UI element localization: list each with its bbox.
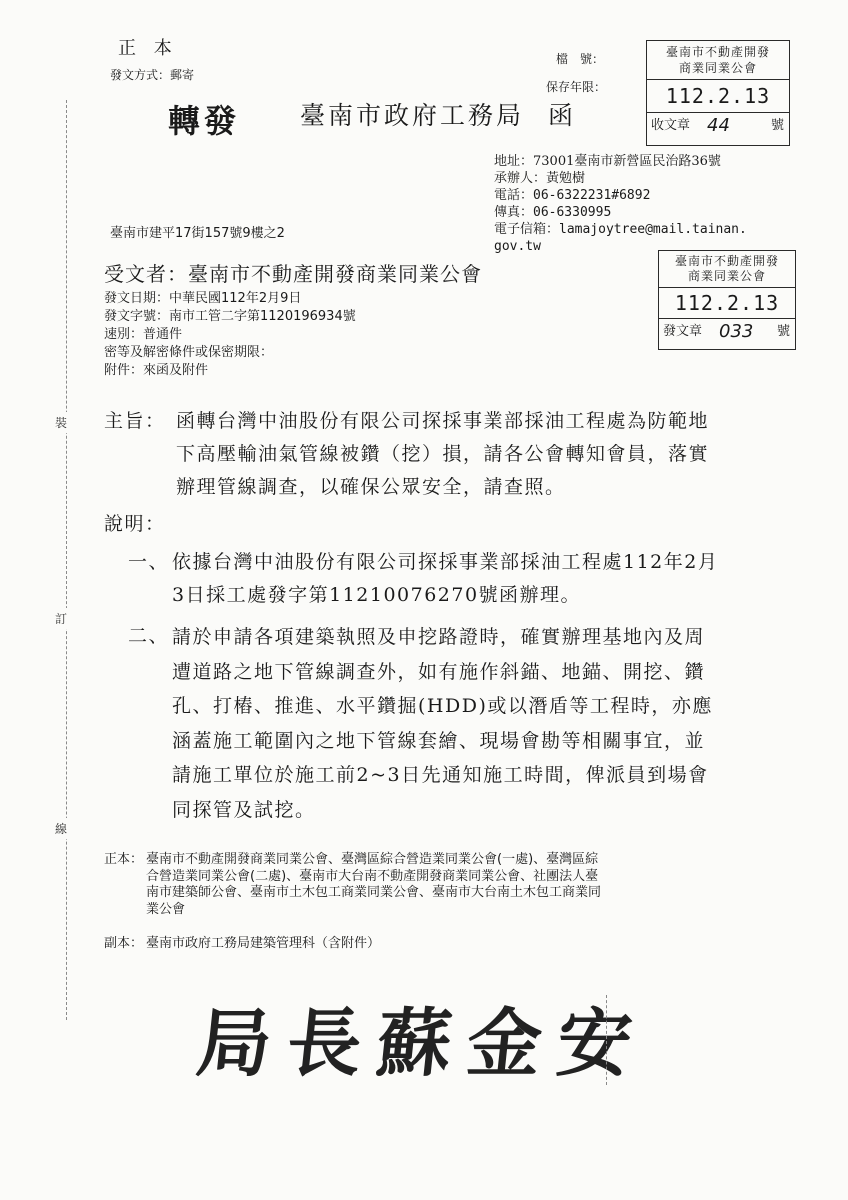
agency-title: 臺南市政府工務局 bbox=[300, 101, 525, 130]
explanation-marker-1: 一、 bbox=[128, 551, 170, 573]
copy-type: 正 本 bbox=[118, 38, 178, 59]
copy-recipients-label: 副本： bbox=[104, 936, 144, 951]
issue-date: 發文日期：中華民國112年2月9日 bbox=[104, 291, 302, 306]
explanation-line: 涵蓋施工範圍內之地下管線套繪、現場會勘等相關事宜，並 bbox=[172, 729, 706, 752]
explanation-line: 同探管及試挖。 bbox=[172, 798, 316, 821]
scan-mark bbox=[606, 995, 607, 1085]
file-no-label: 檔 號： bbox=[556, 52, 605, 66]
original-recipients bbox=[146, 852, 796, 918]
contact-fax: 傳真：06-6330995 bbox=[494, 205, 612, 220]
explanation-line: 請施工單位於施工前2~3日先通知施工時間，俾派員到場會 bbox=[172, 764, 709, 786]
sent-stamp-number: 033 bbox=[719, 321, 754, 342]
sent-stamp-org: 臺南市不動產開發商業同業公會 bbox=[659, 251, 795, 288]
binding-mark-zhuang: 裝 bbox=[55, 412, 67, 433]
subject-label: 主旨： bbox=[104, 410, 166, 432]
contact-handler: 承辦人：黃勉樹 bbox=[494, 171, 586, 186]
local-address: 臺南市建平17街157號9樓之2 bbox=[110, 226, 285, 241]
explanation-line: 孔、打樁、推進、水平鑽掘(HDD)或以潛盾等工程時，亦應 bbox=[172, 695, 713, 717]
contact-email: 電子信箱：lamajoytree@mail.tainan. bbox=[494, 222, 747, 237]
received-stamp-org: 臺南市不動產開發商業同業公會 bbox=[647, 41, 789, 80]
explanation-item-2 bbox=[172, 620, 772, 827]
retention-label: 保存年限： bbox=[546, 80, 607, 94]
sent-stamp-number-row bbox=[659, 319, 795, 345]
sent-stamp bbox=[658, 250, 796, 350]
subject-line: 下高壓輸油氣管線被鑽（挖）損，請各公會轉知會員，落實 bbox=[176, 443, 710, 465]
received-stamp-date: 112.2.13 bbox=[647, 80, 789, 113]
received-stamp bbox=[646, 40, 790, 146]
received-stamp-number-row bbox=[647, 113, 789, 139]
recipient: 受文者：臺南市不動產開發商業同業公會 bbox=[104, 262, 482, 286]
contact-block bbox=[494, 153, 794, 255]
attachment: 附件：來函及附件 bbox=[104, 363, 209, 378]
original-recipients-line: 合營造業同業公會(二處)、臺南市大台南不動產開發商業同業公會、社團法人臺 bbox=[146, 868, 599, 884]
subject-text bbox=[176, 405, 776, 504]
received-stamp-suffix: 號 bbox=[770, 118, 784, 133]
explanation-marker-2: 二、 bbox=[128, 625, 170, 647]
original-recipients-label: 正本： bbox=[104, 852, 144, 867]
subject-line: 函轉台灣中油股份有限公司探採事業部採油工程處為防範地 bbox=[176, 410, 710, 432]
binding-mark-xian: 線 bbox=[55, 818, 67, 839]
sent-stamp-date: 112.2.13 bbox=[659, 288, 795, 319]
received-stamp-label: 收文章 bbox=[651, 118, 691, 133]
received-stamp-number: 44 bbox=[707, 115, 730, 136]
security-level: 密等及解密條件或保密期限： bbox=[104, 345, 274, 360]
original-recipients-line: 臺南市不動產開發商業同業公會、臺灣區綜合營造業同業公會(一處)、臺灣區綜 bbox=[146, 852, 599, 867]
contact-phone: 電話：06-6322231#6892 bbox=[494, 188, 651, 203]
sent-stamp-suffix: 號 bbox=[776, 324, 790, 339]
explanation-item-1 bbox=[172, 546, 772, 612]
director-signature: 局長蘇金安 bbox=[192, 1001, 652, 1087]
explanation-line: 請於申請各項建築執照及申挖路證時，確實辦理基地內及周 bbox=[172, 626, 706, 648]
forward-mark: 轉發 bbox=[168, 102, 241, 140]
contact-email-cont: gov.tw bbox=[494, 239, 541, 254]
speed: 速別：普通件 bbox=[104, 327, 183, 342]
original-recipients-line: 南市建築師公會、臺南市土木包工商業同業公會、臺南市大台南土木包工商業同 bbox=[146, 885, 602, 900]
binding-mark-ding: 訂 bbox=[55, 608, 67, 629]
contact-address: 地址：73001臺南市新營區民治路36號 bbox=[494, 154, 721, 169]
explanation-label: 說明： bbox=[104, 513, 166, 535]
explanation-line: 3日採工處發字第11210076270號函辦理。 bbox=[172, 584, 582, 606]
meta-block bbox=[104, 290, 356, 380]
original-recipients-line: 業公會 bbox=[146, 901, 186, 917]
explanation-line: 依據台灣中油股份有限公司探採事業部採油工程處112年2月 bbox=[172, 551, 719, 573]
subject-line: 辦理管線調查，以確保公眾安全，請查照。 bbox=[176, 476, 566, 498]
copy-recipients: 臺南市政府工務局建築管理科（含附件） bbox=[146, 936, 381, 951]
sent-stamp-label: 發文章 bbox=[663, 324, 703, 339]
binding-line bbox=[66, 100, 67, 1020]
doc-number: 發文字號：南市工管二字第1120196934號 bbox=[104, 309, 356, 324]
explanation-line: 遭道路之地下管線調查外，如有施作斜錨、地錨、開挖、鑽 bbox=[172, 660, 706, 683]
doc-type: 函 bbox=[548, 101, 574, 130]
send-method: 發文方式：郵寄 bbox=[110, 68, 195, 82]
